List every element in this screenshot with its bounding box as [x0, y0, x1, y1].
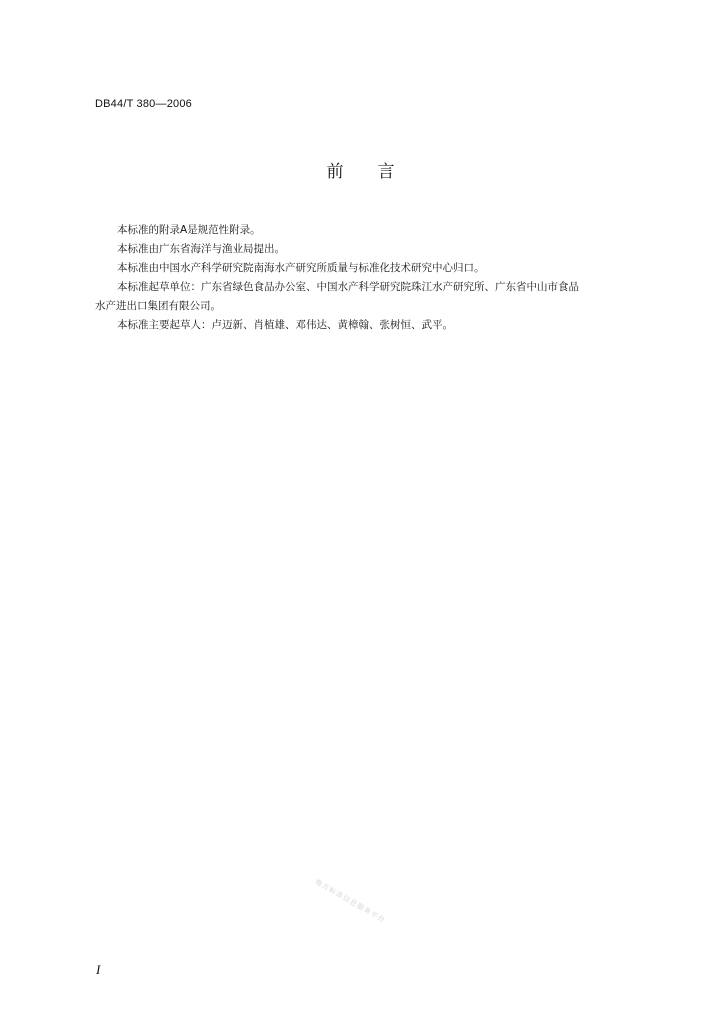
watermark: 地方标准信息服务平台 [313, 877, 387, 925]
foreword-body [95, 221, 655, 335]
page-title [0, 160, 721, 184]
drafting-units-line-2: 水产进出口集团有限公司。 [95, 300, 221, 312]
paragraph-centralized-by: 本标准由中国水产科学研究院南海水产研究所质量与标准化技术研究中心归口。 [117, 262, 485, 274]
document-code: DB44/T 380—2006 [95, 98, 192, 110]
page-number: I [96, 962, 101, 977]
paragraph-proposer: 本标准由广东省海洋与渔业局提出。 [117, 243, 285, 255]
paragraph-drafting-units [95, 278, 655, 316]
paragraph-appendix: 本标准的附录A是规范性附录。 [117, 224, 261, 236]
paragraph-main-drafters: 本标准主要起草人：卢迈新、肖植雄、邓伟达、黄樟翰、张树恒、武平。 [117, 319, 453, 331]
title-char-2: 言 [377, 162, 395, 182]
drafting-units-line-1: 本标准起草单位：广东省绿色食品办公室、中国水产科学研究院珠江水产研究所、广东省中山市食品 [117, 281, 579, 293]
title-char-1: 前 [326, 162, 344, 182]
